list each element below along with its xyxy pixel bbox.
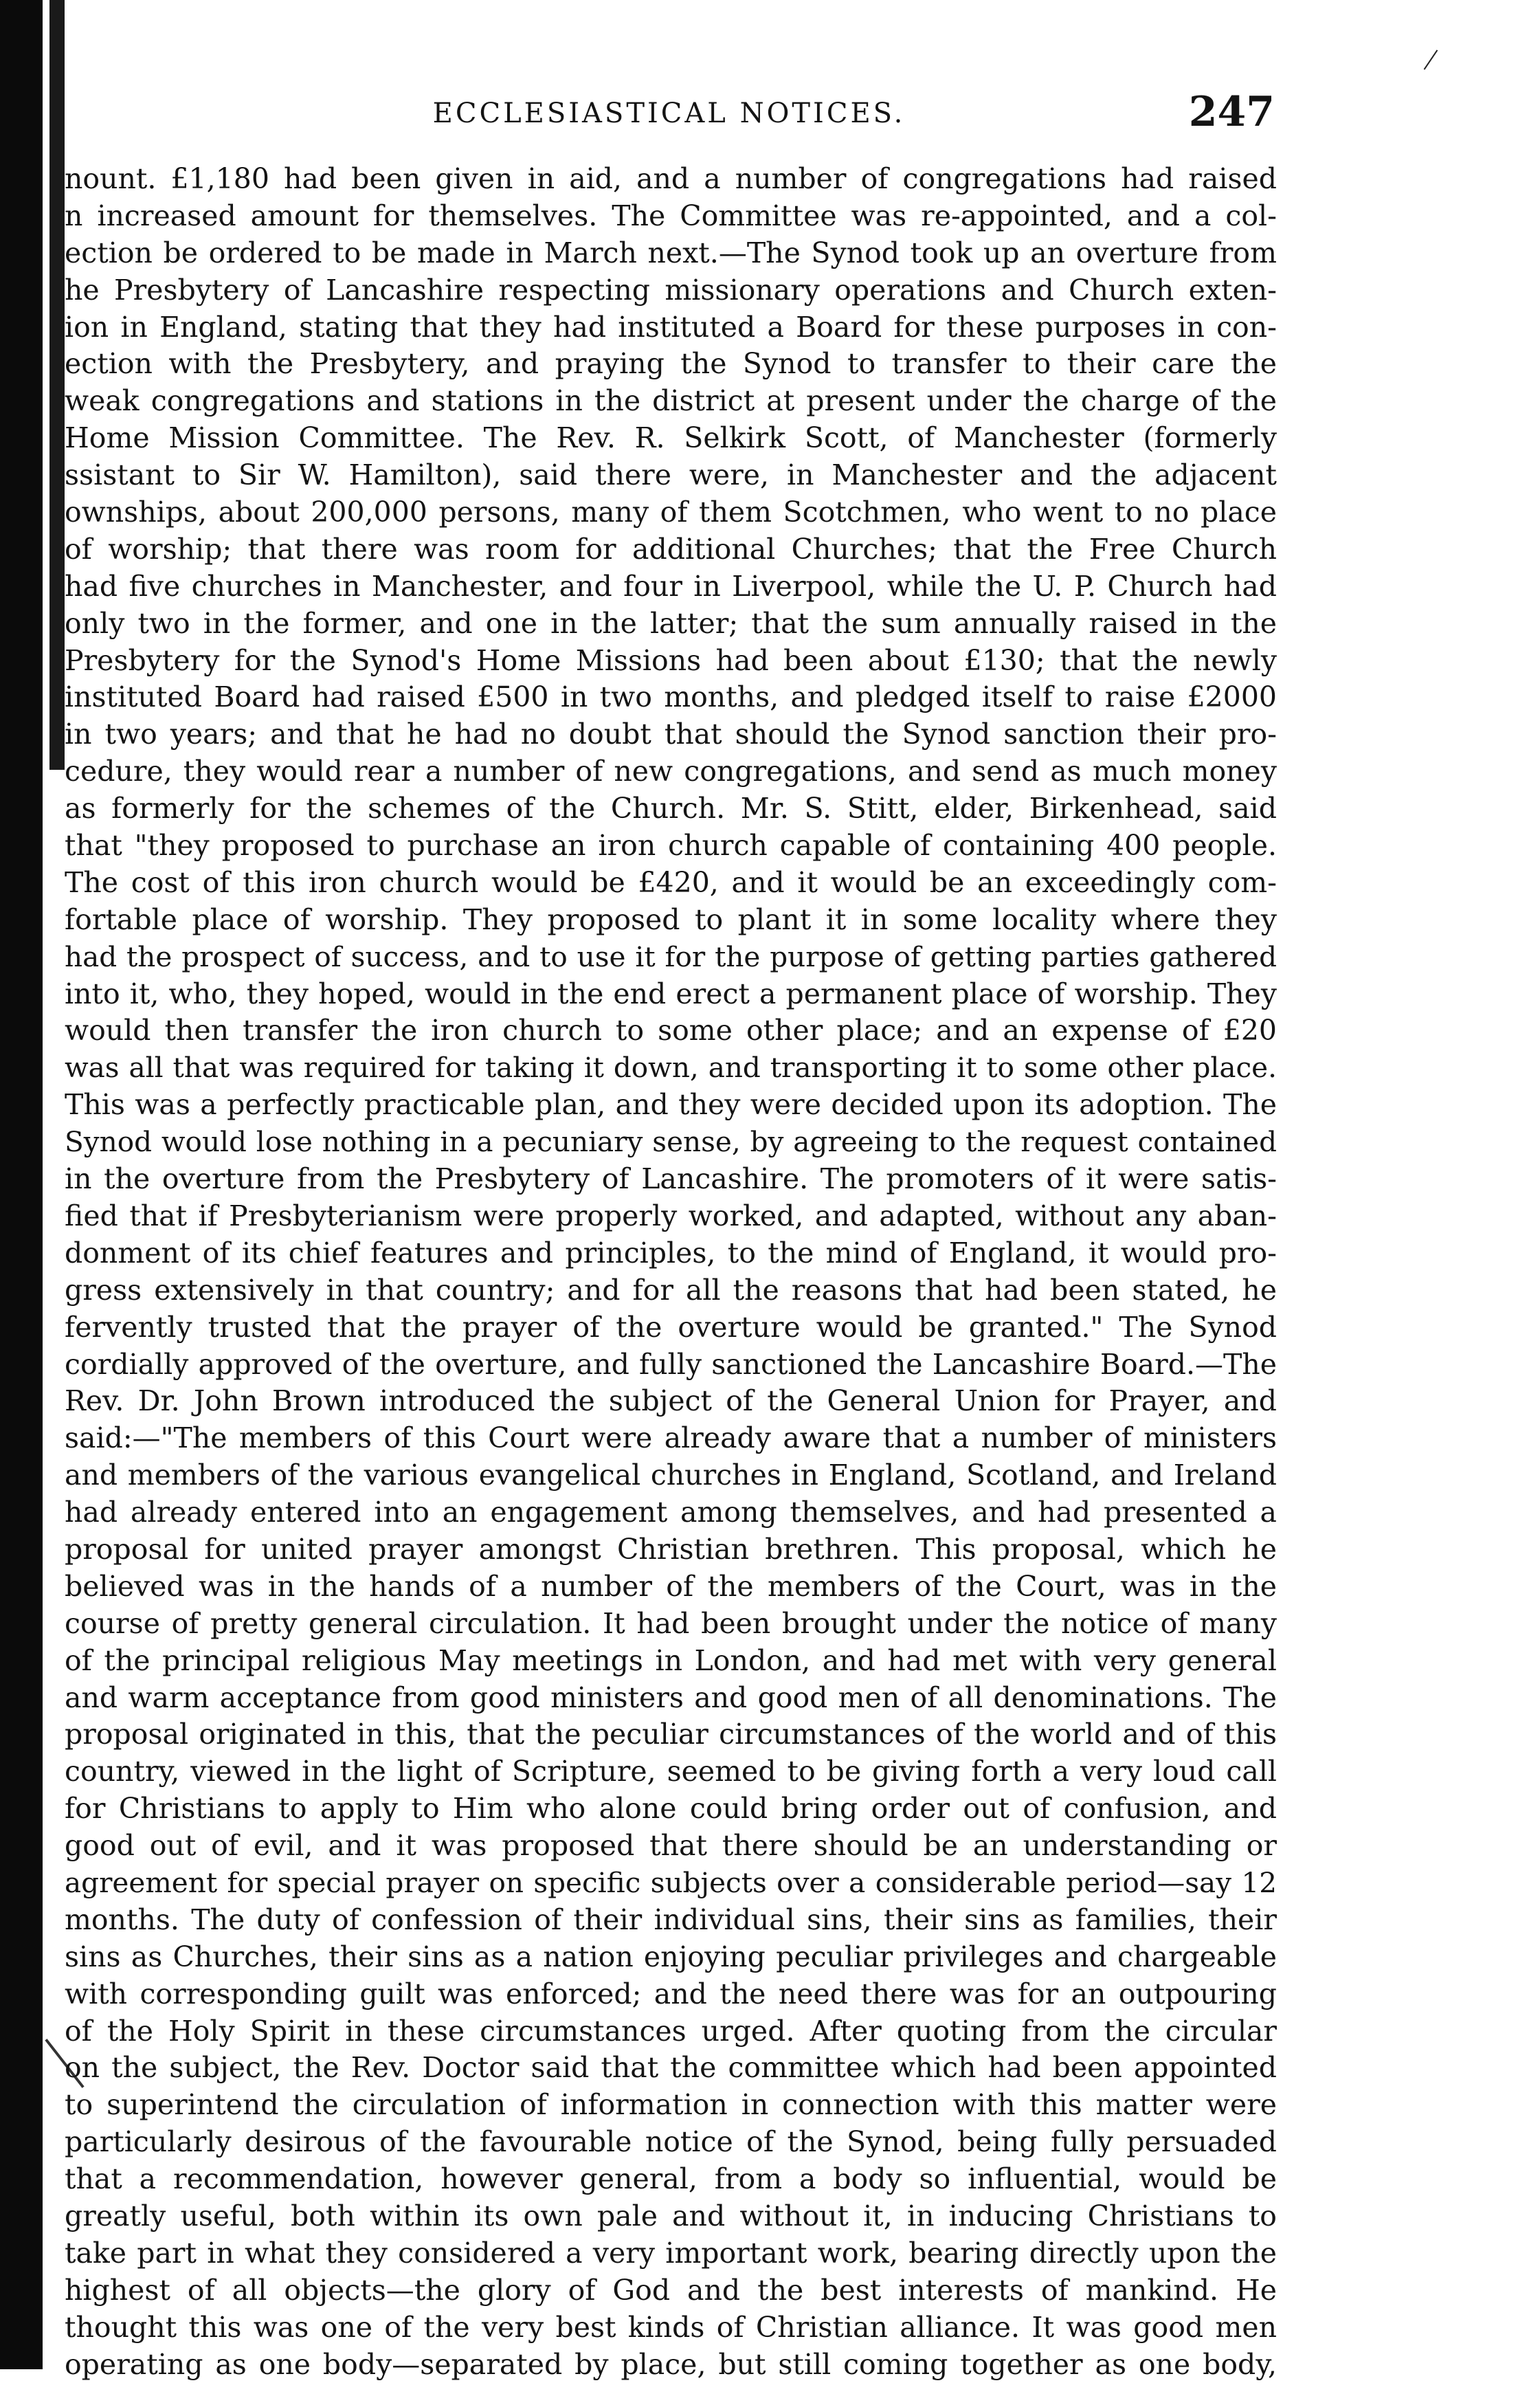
text-line: country, viewed in the light of Scripture, seemed to be giving forth a very loud call (65, 1755, 1277, 1788)
text-line: of the Holy Spirit in these circumstances urged. After quoting from the circular (65, 2014, 1277, 2048)
text-line: course of pretty general circulation. It had been brought under the notice of many (65, 1606, 1277, 1640)
text-line: fervently trusted that the prayer of the overture would be granted." The Synod (65, 1310, 1277, 1344)
text-line: in the overture from the Presbytery of Lancashire. The promoters of it were satis- (65, 1162, 1277, 1196)
text-line: and warm acceptance from good ministers and good men of all denominations. The (65, 1681, 1277, 1714)
text-line: fied that if Presbyterianism were properly worked, and adapted, without any aban- (65, 1199, 1277, 1232)
text-line: Synod would lose nothing in a pecuniary sense, by agreeing to the request contained (65, 1125, 1277, 1159)
text-line: of worship; that there was room for additional Churches; that the Free Church (65, 532, 1277, 566)
text-line: Home Mission Committee. The Rev. R. Selkirk Scott, of Manchester (formerly (65, 421, 1277, 455)
text-line: good out of evil, and it was proposed that there should be an understanding or (65, 1829, 1277, 1863)
text-line: sins as Churches, their sins as a nation enjoying peculiar privileges and chargeable (65, 1940, 1277, 1973)
text-line: as formerly for the schemes of the Church. Mr. S. Stitt, elder, Birkenhead, said (65, 792, 1277, 825)
text-line: This was a perfectly practicable plan, and they were decided upon its adoption. The (65, 1088, 1277, 1122)
text-line: agreement for special prayer on specific subjects over a considerable period—say 12 (65, 1865, 1277, 1899)
text-line: for Christians to apply to Him who alone could bring order out of confusion, and (65, 1792, 1277, 1826)
text-line: into it, who, they hoped, would in the end erect a permanent place of worship. They (65, 977, 1277, 1010)
text-line: Rev. Dr. John Brown introduced the subject of the General Union for Prayer, and (65, 1384, 1277, 1418)
text-line: was all that was required for taking it down, and transporting it to some other place. (65, 1051, 1277, 1085)
text-line: said:—"The members of this Court were already aware that a number of ministers (65, 1421, 1277, 1455)
page-header (63, 88, 1275, 136)
text-line: to superintend the circulation of information in connection with this matter were (65, 2088, 1277, 2122)
text-line: The cost of this iron church would be £420, and it would be an exceedingly com- (65, 865, 1277, 899)
text-line: ownships, about 200,000 persons, many of them Scotchmen, who went to no place (65, 496, 1277, 529)
article-body (65, 161, 1277, 2383)
binding-shadow (0, 0, 43, 2369)
text-line: in two years; and that he had no doubt that should the Synod sanction their pro- (65, 718, 1277, 751)
text-line: had the prospect of success, and to use it for the purpose of getting parties gathered (65, 940, 1277, 973)
text-line: n increased amount for themselves. The Committee was re-appointed, and a col- (65, 199, 1277, 232)
text-line: gress extensively in that country; and for all the reasons that had been stated, he (65, 1273, 1277, 1307)
text-line: had five churches in Manchester, and four in Liverpool, while the U. P. Church had (65, 569, 1277, 603)
text-line: highest of all objects—the glory of God and the best interests of mankind. He (65, 2273, 1277, 2307)
page-number: 247 (1188, 88, 1275, 136)
text-line: and members of the various evangelical churches in England, Scotland, and Ireland (65, 1459, 1277, 1492)
text-line: instituted Board had raised £500 in two months, and pledged itself to raise £2000 (65, 680, 1277, 714)
text-line: proposal for united prayer amongst Christian brethren. This proposal, which he (65, 1532, 1277, 1566)
text-line: Presbytery for the Synod's Home Missions had been about £130; that the newly (65, 643, 1277, 677)
text-line: nount. £1,180 had been given in aid, and a number of congregations had raised (65, 162, 1277, 195)
text-line: of the principal religious May meetings in London, and had met with very general (65, 1643, 1277, 1677)
binding-gap (43, 0, 49, 2369)
text-line: ection be ordered to be made in March next.—The Synod took up an overture from (65, 236, 1277, 269)
text-line: weak congregations and stations in the district at present under the charge of the (65, 384, 1277, 418)
text-line: ion in England, stating that they had instituted a Board for these purposes in con- (65, 310, 1277, 344)
text-line: had already entered into an engagement among themselves, and had presented a (65, 1496, 1277, 1529)
pencil-mark (1424, 49, 1438, 69)
text-line: believed was in the hands of a number of the members of the Court, was in the (65, 1569, 1277, 1603)
text-line: on the subject, the Rev. Doctor said that the committee which had been appointed (65, 2051, 1277, 2085)
text-line: operating as one body—separated by place, but still coming together as one body, (65, 2347, 1277, 2381)
text-line: with corresponding guilt was enforced; and the need there was for an outpouring (65, 1977, 1277, 2010)
text-line: that a recommendation, however general, from a body so influential, would be (65, 2162, 1277, 2196)
text-line: he Presbytery of Lancashire respecting missionary operations and Church exten- (65, 273, 1277, 307)
text-line: months. The duty of confession of their individual sins, their sins as families, their (65, 1903, 1277, 1936)
binding-inner-shadow (49, 0, 65, 770)
running-head: ECCLESIASTICAL NOTICES. (432, 98, 906, 129)
text-line: proposal originated in this, that the peculiar circumstances of the world and of this (65, 1718, 1277, 1751)
text-line: particularly desirous of the favourable notice of the Synod, being fully persuaded (65, 2125, 1277, 2159)
text-line: take part in what they considered a very important work, bearing directly upon the (65, 2236, 1277, 2270)
text-line: that "they proposed to purchase an iron church capable of containing 400 people. (65, 829, 1277, 863)
text-line: ssistant to Sir W. Hamilton), said there were, in Manchester and the adjacent (65, 458, 1277, 492)
text-line: thought this was one of the very best kinds of Christian alliance. It was good men (65, 2310, 1277, 2344)
text-line: cedure, they would rear a number of new congregations, and send as much money (65, 755, 1277, 788)
text-line: cordially approved of the overture, and fully sanctioned the Lancashire Board.—The (65, 1347, 1277, 1381)
text-line: fortable place of worship. They proposed to plant it in some locality where they (65, 902, 1277, 936)
text-line: ection with the Presbytery, and praying the Synod to transfer to their care the (65, 347, 1277, 381)
text-line: greatly useful, both within its own pale and without it, in inducing Christians to (65, 2199, 1277, 2232)
text-line: only two in the former, and one in the latter; that the sum annually raised in the (65, 606, 1277, 640)
text-line: donment of its chief features and principles, to the mind of England, it would pro- (65, 1236, 1277, 1270)
text-line: would then transfer the iron church to some other place; and an expense of £20 (65, 1014, 1277, 1048)
